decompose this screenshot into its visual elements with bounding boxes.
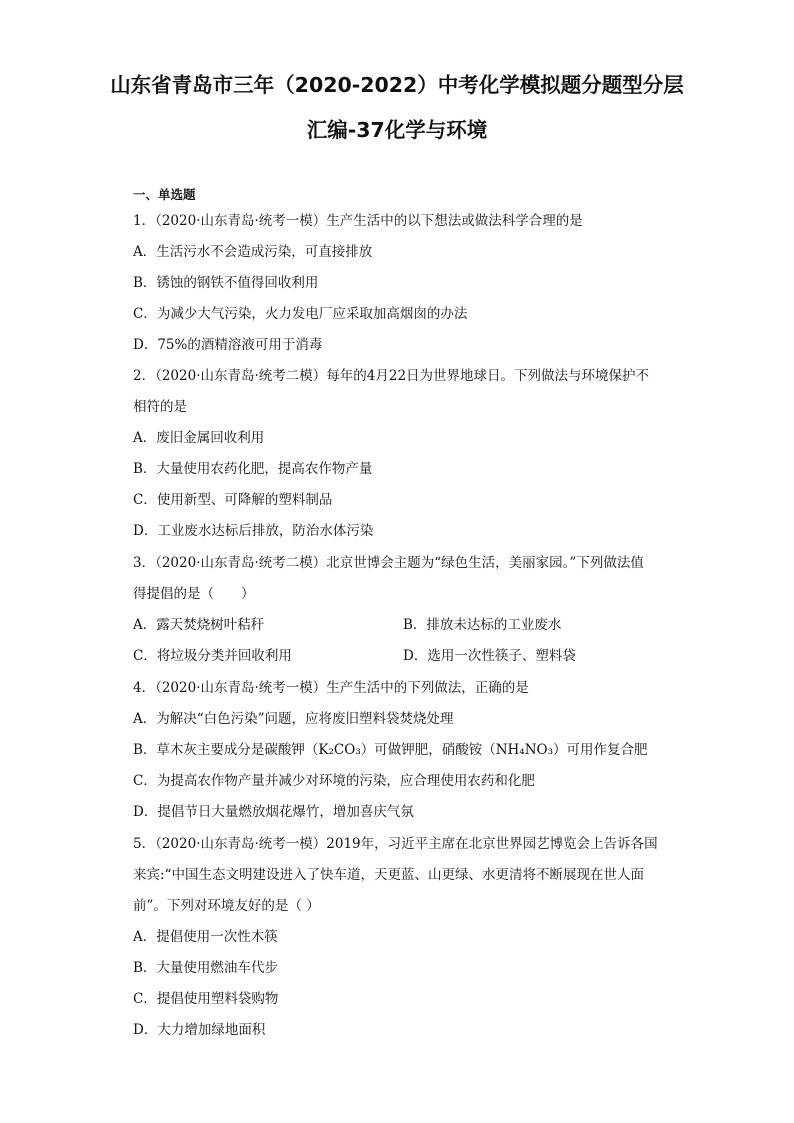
- option-b: B．大量使用燃油车代步: [133, 960, 278, 976]
- question-stem-cont: 得提倡的是（ ）: [133, 586, 255, 602]
- option-c: C．使用新型、可降解的塑料制品: [133, 492, 333, 508]
- question-stem: 2．（2020·山东青岛·统考二模）每年的4月22日为世界地球日。下列做法与环境保护不: [133, 368, 650, 384]
- option-a: A．生活污水不会造成污染，可直接排放: [133, 244, 373, 260]
- option-row: [133, 641, 673, 672]
- option-b: B．锈蚀的钢铁不值得回收利用: [133, 275, 319, 291]
- option-c: C．将垃圾分类并回收利用: [133, 648, 292, 664]
- option-c: C．为减少大气污染，火力发电厂应采取加高烟囱的办法: [133, 306, 468, 322]
- question-5: [133, 829, 673, 1046]
- question-stem-cont: 前”。下列对环境友好的是（ ）: [133, 898, 320, 914]
- option-a: A．露天焚烧树叶秸秆: [133, 617, 265, 633]
- doc-title-line2: 汇编-37化学与环境: [306, 118, 488, 142]
- question-4: [133, 673, 673, 828]
- question-stem: 3．（2020·山东青岛·统考二模）北京世博会主题为“绿色生活，美丽家园。”下列做法值: [133, 555, 644, 571]
- option-a: A．为解决“白色污染”问题，应将废旧塑料袋焚烧处理: [133, 711, 454, 727]
- question-stem: 5．（2020·山东青岛·统考一模）2019年，习近平主席在北京世界园艺博览会上告诉各国: [133, 836, 658, 852]
- question-stem-cont: 相符的是: [133, 399, 187, 415]
- option-a: A．废旧金属回收利用: [133, 430, 265, 446]
- section-heading: 一、单选题: [133, 187, 196, 202]
- option-d: D．大力增加绿地面积: [133, 1022, 266, 1038]
- question-2: [133, 361, 673, 547]
- question-stem-cont: 来宾:“中国生态文明建设进入了快车道，天更蓝、山更绿、水更清将不断展现在世人面: [133, 867, 644, 883]
- option-a: A．提倡使用一次性木筷: [133, 929, 278, 945]
- doc-title-line1: 山东省青岛市三年（2020-2022）中考化学模拟题分题型分层: [110, 73, 684, 97]
- option-b: B．大量使用农药化肥，提高农作物产量: [133, 461, 373, 477]
- option-row: [133, 610, 673, 641]
- option-d: D．工业废水达标后排放，防治水体污染: [133, 523, 374, 539]
- option-b: B．草木灰主要成分是碳酸钾（K₂CO₃）可做钾肥，硝酸铵（NH₄NO₃）可用作复合肥: [133, 742, 648, 758]
- question-stem: 1．（2020·山东青岛·统考一模）生产生活中的以下想法或做法科学合理的是: [133, 213, 583, 229]
- option-d: D．选用一次性筷子、塑料袋: [403, 648, 576, 664]
- option-d: D．提倡节日大量燃放烟花爆竹，增加喜庆气氛: [133, 804, 414, 820]
- question-1: [133, 206, 673, 361]
- option-c: C．为提高农作物产量并减少对环境的污染，应合理使用农药和化肥: [133, 773, 535, 789]
- option-c: C．提倡使用塑料袋购物: [133, 991, 279, 1007]
- question-stem: 4．（2020·山东青岛·统考一模）生产生活中的下列做法，正确的是: [133, 680, 529, 696]
- question-3: [133, 548, 673, 672]
- option-b: B．排放未达标的工业废水: [403, 617, 562, 633]
- option-d: D．75%的酒精溶液可用于消毒: [133, 337, 323, 353]
